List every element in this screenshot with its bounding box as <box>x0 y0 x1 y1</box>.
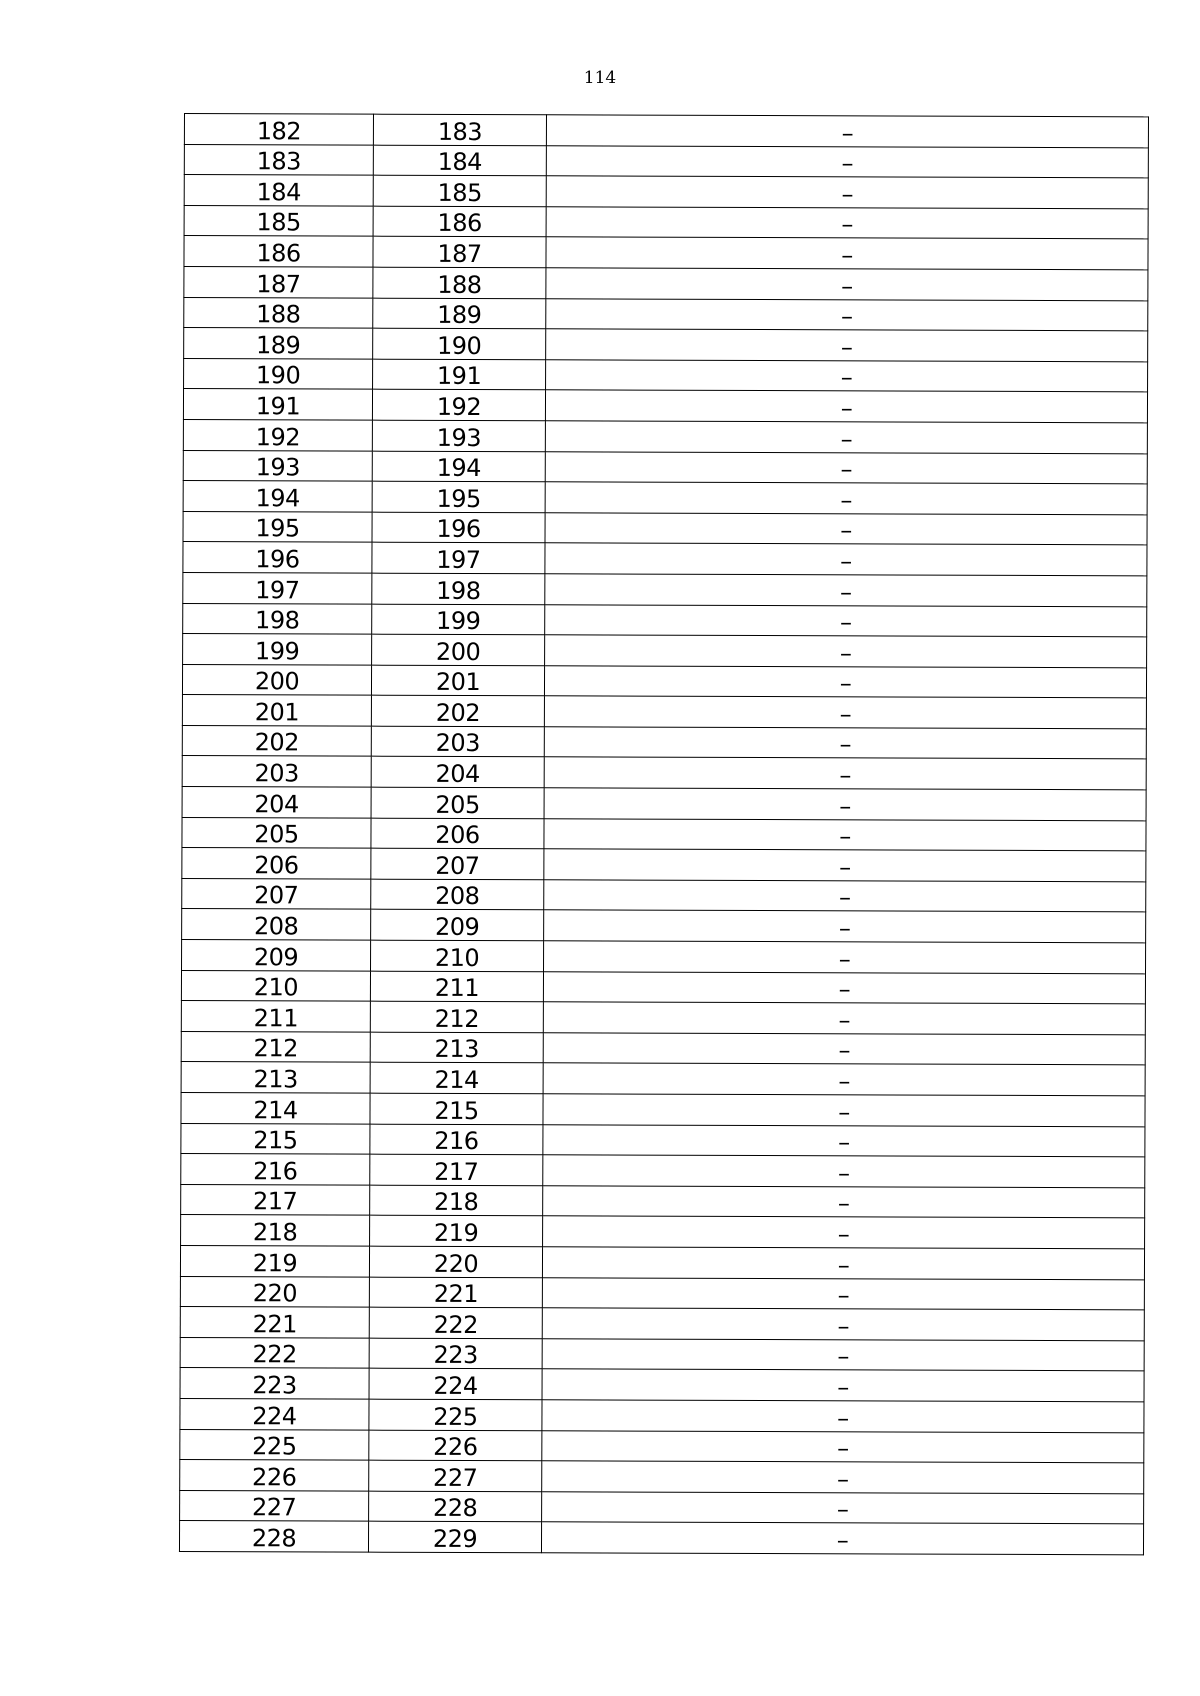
to-cell: 208 <box>371 879 544 910</box>
to-cell: 229 <box>368 1521 541 1552</box>
value-cell: – <box>542 1491 1144 1524</box>
table-row <box>183 542 1147 576</box>
to-cell: 215 <box>370 1093 543 1124</box>
table-row <box>181 1092 1145 1126</box>
from-cell: 211 <box>181 1001 370 1032</box>
table-row <box>182 664 1146 698</box>
value-cell: – <box>542 1277 1144 1310</box>
from-cell: 201 <box>182 695 371 726</box>
from-cell: 200 <box>182 664 371 695</box>
to-cell: 206 <box>371 818 544 849</box>
value-cell: – <box>542 1308 1144 1341</box>
value-cell: – <box>545 604 1147 637</box>
from-cell: 202 <box>182 725 371 756</box>
from-cell: 215 <box>181 1123 370 1154</box>
table-row <box>184 175 1148 209</box>
from-cell: 205 <box>182 817 371 848</box>
from-cell: 208 <box>182 909 371 940</box>
to-cell: 216 <box>370 1124 543 1155</box>
to-cell: 197 <box>372 542 545 573</box>
value-cell: – <box>543 1033 1145 1066</box>
table-row <box>182 695 1146 729</box>
to-cell: 223 <box>369 1338 542 1369</box>
from-cell: 189 <box>184 328 373 359</box>
from-cell: 218 <box>181 1215 370 1246</box>
value-cell: – <box>546 298 1148 331</box>
table-row <box>182 787 1146 821</box>
from-cell: 192 <box>183 419 372 450</box>
value-cell: – <box>546 176 1148 209</box>
value-cell: – <box>542 1247 1144 1280</box>
from-cell: 195 <box>183 511 372 542</box>
from-cell: 207 <box>182 878 371 909</box>
table-row <box>180 1429 1144 1463</box>
value-cell: – <box>542 1400 1144 1433</box>
value-cell: – <box>546 329 1148 362</box>
to-cell: 204 <box>371 757 544 788</box>
table-row <box>184 114 1148 148</box>
from-cell: 228 <box>179 1521 368 1552</box>
from-cell: 199 <box>183 634 372 665</box>
from-cell: 190 <box>184 358 373 389</box>
table-row <box>182 878 1146 912</box>
from-cell: 197 <box>183 572 372 603</box>
table-row <box>180 1398 1144 1432</box>
value-cell: – <box>542 1461 1144 1494</box>
to-cell: 205 <box>371 787 544 818</box>
to-cell: 217 <box>370 1154 543 1185</box>
value-cell: – <box>543 1216 1145 1249</box>
from-cell: 212 <box>181 1031 370 1062</box>
table-row <box>180 1307 1144 1341</box>
to-cell: 225 <box>369 1399 542 1430</box>
from-cell: 223 <box>180 1368 369 1399</box>
value-cell: – <box>543 1124 1145 1157</box>
table-row <box>179 1521 1143 1555</box>
from-cell: 187 <box>184 266 373 297</box>
table-row <box>183 419 1147 453</box>
from-cell: 217 <box>181 1184 370 1215</box>
value-cell: – <box>545 635 1147 668</box>
to-cell: 218 <box>370 1185 543 1216</box>
to-cell: 207 <box>371 848 544 879</box>
table-row <box>182 817 1146 851</box>
table-row <box>183 481 1147 515</box>
from-cell: 198 <box>183 603 372 634</box>
to-cell: 222 <box>369 1307 542 1338</box>
table-row <box>183 634 1147 668</box>
data-table <box>179 113 1149 1555</box>
to-cell: 194 <box>372 451 545 482</box>
value-cell: – <box>545 482 1147 515</box>
to-cell: 189 <box>373 298 546 329</box>
table-row <box>181 1184 1145 1218</box>
value-cell: – <box>545 421 1147 454</box>
from-cell: 216 <box>181 1154 370 1185</box>
from-cell: 227 <box>180 1490 369 1521</box>
value-cell: – <box>544 910 1146 943</box>
from-cell: 222 <box>180 1337 369 1368</box>
from-cell: 214 <box>181 1092 370 1123</box>
to-cell: 198 <box>372 573 545 604</box>
from-cell: 182 <box>184 114 373 145</box>
table-row <box>183 603 1147 637</box>
table-row <box>180 1368 1144 1402</box>
table-row <box>182 909 1146 943</box>
to-cell: 200 <box>372 634 545 665</box>
table-row <box>182 848 1146 882</box>
from-cell: 213 <box>181 1062 370 1093</box>
table-row <box>184 144 1148 178</box>
from-cell: 221 <box>180 1307 369 1338</box>
table-row <box>181 1001 1145 1035</box>
table-row <box>182 940 1146 974</box>
value-cell: – <box>545 512 1147 545</box>
value-cell: – <box>543 1002 1145 1035</box>
value-cell: – <box>544 818 1146 851</box>
to-cell: 219 <box>370 1216 543 1247</box>
to-cell: 199 <box>372 604 545 635</box>
value-cell: – <box>546 207 1148 240</box>
to-cell: 210 <box>371 940 544 971</box>
to-cell: 191 <box>373 359 546 390</box>
table-row <box>183 450 1147 484</box>
value-cell: – <box>545 574 1147 607</box>
to-cell: 201 <box>371 665 544 696</box>
table-row <box>184 328 1148 362</box>
from-cell: 186 <box>184 236 373 267</box>
to-cell: 214 <box>370 1063 543 1094</box>
table-row <box>184 205 1148 239</box>
from-cell: 203 <box>182 756 371 787</box>
to-cell: 213 <box>370 1032 543 1063</box>
table-row <box>181 1031 1145 1065</box>
value-cell: – <box>543 1155 1145 1188</box>
table-row <box>181 1062 1145 1096</box>
table-row <box>182 725 1146 759</box>
to-cell: 224 <box>369 1368 542 1399</box>
table-row <box>180 1276 1144 1310</box>
table-row <box>181 970 1145 1004</box>
value-cell: – <box>546 237 1148 270</box>
table-row <box>181 1215 1145 1249</box>
to-cell: 226 <box>369 1430 542 1461</box>
to-cell: 193 <box>372 420 545 451</box>
value-cell: – <box>542 1369 1144 1402</box>
value-cell: – <box>544 941 1146 974</box>
table-row <box>180 1337 1144 1371</box>
to-cell: 227 <box>369 1460 542 1491</box>
from-cell: 185 <box>184 205 373 236</box>
table-row <box>182 756 1146 790</box>
value-cell: – <box>546 360 1148 393</box>
table-row <box>184 297 1148 331</box>
to-cell: 203 <box>371 726 544 757</box>
table-row <box>180 1490 1144 1524</box>
to-cell: 221 <box>369 1277 542 1308</box>
value-cell: – <box>542 1339 1144 1372</box>
value-cell: – <box>544 696 1146 729</box>
to-cell: 185 <box>373 175 546 206</box>
to-cell: 209 <box>371 910 544 941</box>
value-cell: – <box>544 757 1146 790</box>
table-row <box>183 572 1147 606</box>
to-cell: 228 <box>369 1491 542 1522</box>
table-row <box>183 511 1147 545</box>
table-row <box>181 1123 1145 1157</box>
from-cell: 210 <box>181 970 370 1001</box>
from-cell: 219 <box>180 1245 369 1276</box>
to-cell: 190 <box>373 328 546 359</box>
from-cell: 184 <box>184 175 373 206</box>
to-cell: 186 <box>373 206 546 237</box>
value-cell: – <box>543 971 1145 1004</box>
from-cell: 194 <box>183 481 372 512</box>
to-cell: 195 <box>372 481 545 512</box>
from-cell: 191 <box>183 389 372 420</box>
value-cell: – <box>545 390 1147 423</box>
value-cell: – <box>544 880 1146 913</box>
table-row <box>184 236 1148 270</box>
value-cell: – <box>543 1063 1145 1096</box>
to-cell: 211 <box>370 971 543 1002</box>
value-cell: – <box>543 1094 1145 1127</box>
from-cell: 224 <box>180 1398 369 1429</box>
value-cell: – <box>544 665 1146 698</box>
to-cell: 188 <box>373 267 546 298</box>
value-cell: – <box>543 1186 1145 1219</box>
table-row <box>181 1154 1145 1188</box>
table-row <box>184 266 1148 300</box>
value-cell: – <box>546 145 1148 178</box>
from-cell: 193 <box>183 450 372 481</box>
from-cell: 188 <box>184 297 373 328</box>
page-number: 114 <box>583 68 617 88</box>
to-cell: 192 <box>372 390 545 421</box>
to-cell: 184 <box>373 145 546 176</box>
value-cell: – <box>546 268 1148 301</box>
value-cell: – <box>544 788 1146 821</box>
from-cell: 183 <box>184 144 373 175</box>
from-cell: 209 <box>182 940 371 971</box>
to-cell: 202 <box>371 695 544 726</box>
to-cell: 183 <box>373 114 546 145</box>
value-cell: – <box>544 727 1146 760</box>
to-cell: 212 <box>370 1001 543 1032</box>
value-cell: – <box>544 849 1146 882</box>
table-row <box>180 1245 1144 1279</box>
table-row <box>184 358 1148 392</box>
to-cell: 187 <box>373 237 546 268</box>
table-row <box>180 1460 1144 1494</box>
from-cell: 204 <box>182 787 371 818</box>
value-cell: – <box>546 115 1148 148</box>
to-cell: 220 <box>369 1246 542 1277</box>
value-cell: – <box>545 543 1147 576</box>
from-cell: 226 <box>180 1460 369 1491</box>
table-body <box>179 114 1148 1555</box>
value-cell: – <box>542 1430 1144 1463</box>
from-cell: 225 <box>180 1429 369 1460</box>
from-cell: 206 <box>182 848 371 879</box>
value-cell: – <box>545 451 1147 484</box>
to-cell: 196 <box>372 512 545 543</box>
table-row <box>183 389 1147 423</box>
from-cell: 220 <box>180 1276 369 1307</box>
from-cell: 196 <box>183 542 372 573</box>
value-cell: – <box>541 1522 1143 1555</box>
